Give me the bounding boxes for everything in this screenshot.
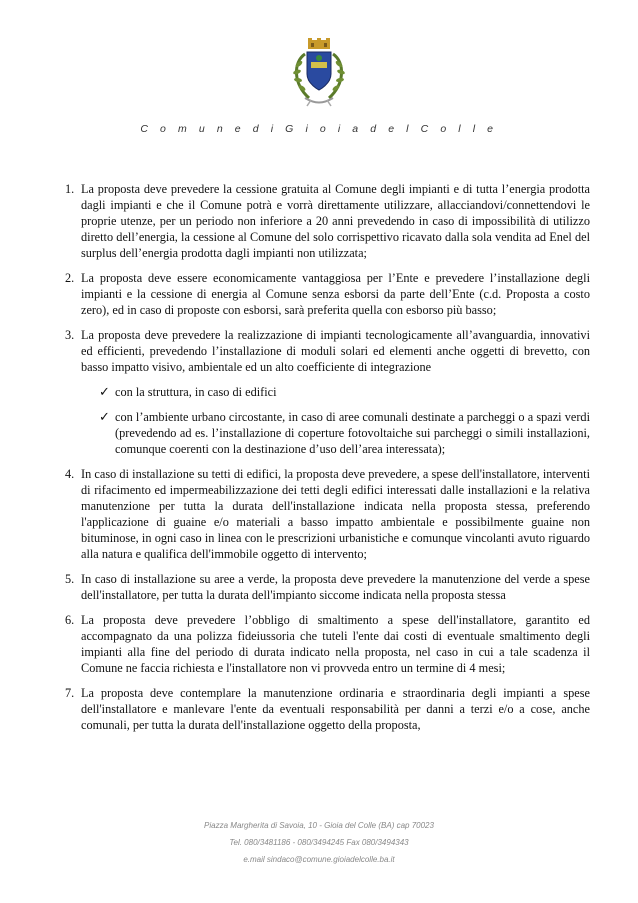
item-number: 6. bbox=[65, 613, 75, 627]
page-footer bbox=[0, 817, 638, 868]
item-number: 5. bbox=[65, 572, 75, 586]
footer-phone: Tel. 080/3481186 - 080/3494245 Fax 080/3494343 bbox=[229, 838, 409, 847]
list-item bbox=[65, 685, 590, 733]
sub-list-item bbox=[99, 384, 590, 400]
item-text: La proposta deve prevedere la realizzazione di impianti tecnologicamente all’avanguardia, innovativi ed efficienti, prevedendo l’installazione di moduli solari ed elementi anche oggetti di brevetto, con basso impatto visivo, ambientale ed un alto coefficiente di integrazione bbox=[81, 328, 590, 374]
municipality-name: C o m u n e d i G i o i a d e l C o l l e bbox=[140, 123, 498, 135]
list-item bbox=[65, 571, 590, 603]
item-text: In caso di installazione su tetti di edifici, la proposta deve prevedere, a spese dell'installatore, interventi di rifacimento ed impermeabilizzazione dei tetti degli edifici interessati dalle installazioni e la relativa manutenzione per tutta la durata dell'installazione indicata nella proposta stessa, preferendo l'applicazione di guaine e/o materiali a basso impatto ambientale e possibilmente guaine non bituminose, in ogni caso in linea con le prescrizioni urbanistiche e comunque vincolanti avuto riguardo alla natura e qualifica dell'immobile oggetto di intervento; bbox=[81, 467, 590, 561]
item-text: In caso di installazione su aree a verde, la proposta deve prevedere la manutenzione del verde a spese dell'installatore, per tutta la durata dell'impianto siccome indicata nella proposta stessa bbox=[81, 572, 590, 602]
coat-of-arms-icon bbox=[287, 38, 351, 108]
list-item bbox=[65, 181, 590, 261]
item-number: 2. bbox=[65, 271, 75, 285]
footer-address: Piazza Margherita di Savoia, 10 - Gioia del Colle (BA) cap 70023 bbox=[204, 821, 434, 830]
sub-list-item bbox=[99, 409, 590, 457]
item-text: La proposta deve essere economicamente vantaggiosa per l’Ente e prevedere l’installazione degli impianti e la cessione di energia al Comune senza esborsi da parte dell’Ente (c.d. Proposta a costo zero), ed in caso di proposte con esborsi, sarà preferita quella con esborso più basso; bbox=[81, 271, 590, 317]
item-number: 4. bbox=[65, 467, 75, 481]
item-number: 7. bbox=[65, 686, 75, 700]
sub-item-text: con l’ambiente urbano circostante, in caso di aree comunali destinate a parcheggi o a spazi verdi (prevedendo ad es. l’installazione di coperture fotovoltaiche sui parcheggi o simili installazioni, comunque coerenti con la destinazione d’uso dell’area interessata); bbox=[115, 410, 590, 456]
item-text: La proposta deve prevedere la cessione gratuita al Comune degli impianti e di tutta l’energia prodotta dagli impianti e che il Comune potrà e vorrà direttamente utilizzare, allacciandovi/connettendovi le proprie utenze, per un periodo non inferiore a 20 anni prevedendo in caso di impossibilità di utilizzo diretto dell’energia, la cessione al Comune del solo corrispettivo ricavato dalla sola vendita ad Enel del surplus dell’energia prodotta dagli impianti non utilizzata; bbox=[81, 182, 590, 260]
checkmark-icon: ✓ bbox=[99, 384, 110, 399]
sub-item-text: con la struttura, in caso di edifici bbox=[115, 385, 277, 399]
list-item bbox=[65, 270, 590, 318]
document-body bbox=[65, 181, 590, 742]
footer-email: e.mail sindaco@comune.gioiadelcolle.ba.it bbox=[243, 855, 395, 864]
item-number: 1. bbox=[65, 182, 75, 196]
checkmark-icon: ✓ bbox=[99, 409, 110, 424]
item-text: La proposta deve prevedere l’obbligo di smaltimento a spese dell'installatore, garantito ed accompagnato da una polizza fideiussoria che tuteli l'ente dai costi di eventuale smaltimento degli impianti alla fine del periodo di durata indicato nella proposta, nel caso in cui a tale scadenza il Comune ne faccia richiesta e l'installatore non vi provveda entro un termine di 4 mesi; bbox=[81, 613, 590, 675]
item-text: La proposta deve contemplare la manutenzione ordinaria e straordinaria degli impianti a spese dell'installatore e manlevare l'ente da eventuali responsabilità per danni a terzi e/o a cose, anche comunali, per tutta la durata dell'installazione oggetto della proposta, bbox=[81, 686, 590, 732]
list-item bbox=[65, 612, 590, 676]
item-number: 3. bbox=[65, 328, 75, 342]
list-item bbox=[65, 466, 590, 562]
list-item bbox=[65, 327, 590, 457]
